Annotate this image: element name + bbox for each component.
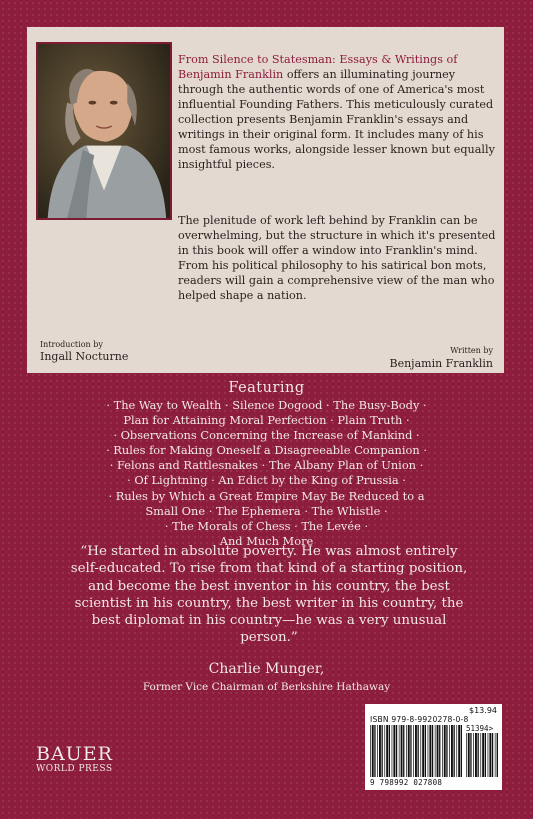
barcode-bar — [413, 725, 414, 777]
barcode-bar — [403, 725, 404, 777]
barcode-bar — [485, 733, 486, 777]
barcode-bar — [439, 725, 440, 777]
written-by-label: Written by — [450, 346, 493, 355]
barcode-bar — [415, 725, 417, 777]
barcode-bar — [489, 733, 491, 777]
description-paragraph-2: The plenitude of work left behind by Franklin can be overwhelming, but the structure in which it's presented in this book will offer a window into Franklin's mind. From his political philosophy to his satirical bon mots, readers will gain a comprehensive view of the man who helped shape a nation. — [178, 214, 496, 302]
publisher-subtitle: WORLD PRESS — [36, 764, 113, 774]
barcode-bar — [418, 725, 419, 777]
barcode-bar — [379, 725, 381, 777]
barcode-bar — [473, 733, 474, 777]
barcode-bar — [454, 725, 455, 777]
barcode-bar — [466, 733, 467, 777]
barcode-bar — [475, 733, 477, 777]
price-label: $13.94 — [469, 706, 497, 715]
barcode-bar — [482, 733, 484, 777]
featured-works-line: Plan for Attaining Moral Perfection · Plain Truth · — [123, 413, 410, 428]
barcode-bar — [492, 733, 493, 777]
quote-author-role: Former Vice Chairman of Berkshire Hathaway — [142, 681, 391, 693]
barcode-bar — [458, 725, 460, 777]
featured-works-line: · The Way to Wealth · Silence Dogood · The Busy-Body · — [106, 398, 427, 412]
barcode-bar — [420, 725, 421, 777]
quote-author: Charlie Munger, — [208, 661, 325, 677]
barcode-bar — [408, 725, 410, 777]
isbn-barcode — [365, 704, 502, 790]
barcode-bar — [468, 733, 470, 777]
barcode-bar — [446, 725, 447, 777]
barcode-bar — [495, 733, 496, 777]
barcode-bar — [461, 725, 462, 777]
barcode-bar — [389, 725, 390, 777]
barcode-bar — [449, 725, 450, 777]
barcode-bar — [480, 733, 481, 777]
barcode-number: 9 798992 027808 — [370, 778, 443, 787]
barcode-bar — [396, 725, 397, 777]
barcode-bar — [429, 725, 431, 777]
featured-works-line: And Much More — [219, 533, 314, 548]
barcode-bar — [410, 725, 411, 777]
testimonial-quote: “He started in absolute poverty. He was almost entirely self-educated. To rise from that kind of a starting position, and become the best inventor in his country, the best scientist in his country, the best writer in his country, the best diplomat in his country—he was a very unusual person.” — [70, 544, 468, 646]
barcode-bar — [425, 725, 426, 777]
barcode-bar — [406, 725, 407, 777]
barcode-bar — [382, 725, 383, 777]
barcode-bar — [456, 725, 457, 777]
featured-works-line: Small One · The Ephemera · The Whistle · — [145, 503, 388, 518]
barcode-bar — [451, 725, 453, 777]
featured-works-line: · Felons and Rattlesnakes · The Albany Plan of Union · — [109, 458, 424, 473]
introduction-label: Introduction by — [40, 340, 103, 349]
publisher-name: BAUER — [36, 743, 113, 765]
barcode-bar — [374, 725, 375, 777]
barcode-bar — [377, 725, 378, 777]
barcode-bar — [372, 725, 374, 777]
barcode-bar — [428, 725, 429, 777]
barcode-bar — [442, 725, 443, 777]
barcode-bar — [497, 733, 498, 777]
featured-works-line: · Rules for Making Oneself a Disagreeable Companion · — [106, 443, 427, 458]
portrait-image — [38, 44, 170, 218]
featured-works-line: · Of Lightning · An Edict by the King of Prussia · — [127, 473, 406, 488]
barcode-addon-bars — [466, 733, 498, 777]
book-title: From Silence to Statesman: Essays & Writings of Benjamin Franklin — [178, 53, 458, 81]
barcode-bar — [370, 725, 371, 777]
barcode-bar — [401, 725, 403, 777]
barcode-bar — [437, 725, 439, 777]
featuring-heading: Featuring — [228, 380, 305, 396]
featured-works-line: · Observations Concerning the Increase of Mankind · — [113, 428, 420, 443]
description-panel — [27, 27, 504, 373]
barcode-bar — [444, 725, 446, 777]
barcode-bar — [399, 725, 400, 777]
featured-works-line: · The Morals of Chess · The Levée · — [164, 518, 369, 533]
barcode-bar — [470, 733, 471, 777]
author-portrait — [36, 42, 172, 220]
featured-works-line: · Rules by Which a Great Empire May Be Reduced to a — [108, 488, 425, 503]
barcode-bars — [370, 725, 462, 777]
barcode-bar — [386, 725, 388, 777]
written-by-author: Benjamin Franklin — [389, 357, 493, 370]
barcode-addon-number: 51394> — [466, 724, 494, 733]
isbn-text: ISBN 979-8-9920278-0-8 — [370, 715, 469, 724]
publisher-logo — [36, 744, 113, 774]
barcode-bar — [488, 733, 489, 777]
barcode-bar — [478, 733, 479, 777]
barcode-bar — [435, 725, 436, 777]
barcode-bar — [384, 725, 385, 777]
featured-works-list — [40, 398, 493, 549]
barcode-bar — [432, 725, 433, 777]
barcode-bar — [392, 725, 393, 777]
barcode-bar — [393, 725, 395, 777]
barcode-bar — [422, 725, 424, 777]
introduction-author: Ingall Nocturne — [40, 350, 129, 363]
description-paragraph-1-body: offers an illuminating journey through the authentic words of one of America's most influential Founding Fathers. This meticulously curated collection presents Benjamin Franklin's essays and writings in their original form. It includes many of his most famous works, alongside lesser known but equally insightful pieces. — [178, 68, 495, 171]
description-paragraph-1 — [178, 52, 496, 172]
